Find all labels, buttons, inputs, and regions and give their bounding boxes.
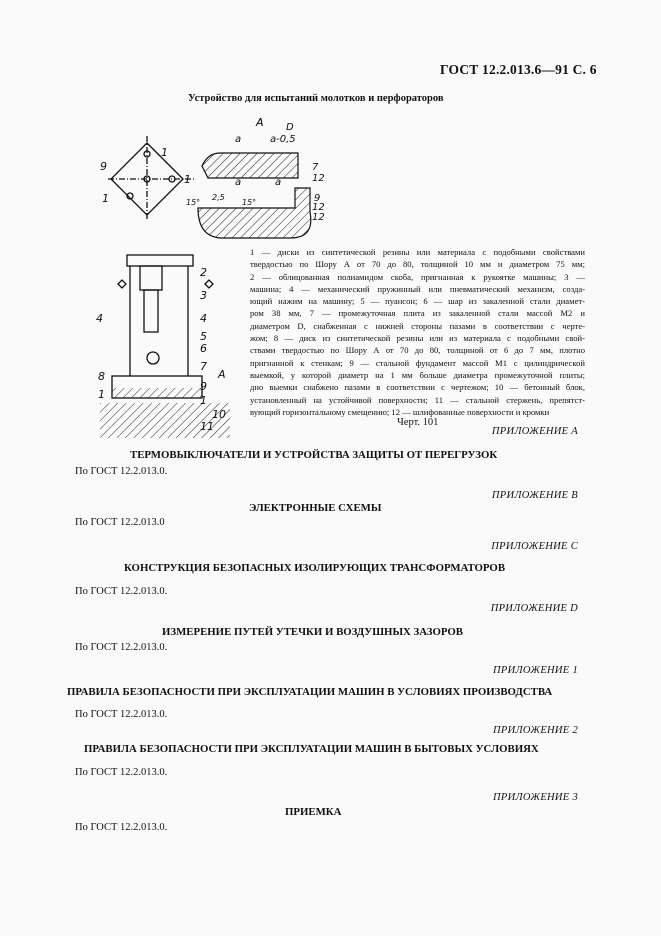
svg-text:12: 12 bbox=[312, 212, 325, 223]
front-view bbox=[112, 255, 213, 398]
appendix-b-label: ПРИЛОЖЕНИЕ В bbox=[491, 490, 578, 501]
appendix-b-ref: По ГОСТ 12.2.013.0 bbox=[75, 517, 165, 528]
svg-text:1: 1 bbox=[161, 146, 168, 159]
svg-text:9: 9 bbox=[200, 380, 207, 393]
appendix-2-ref: По ГОСТ 12.2.013.0. bbox=[75, 767, 168, 778]
appendix-3-title: ПРИЕМКА bbox=[285, 806, 342, 818]
appendix-a-ref: По ГОСТ 12.2.013.0. bbox=[75, 466, 168, 477]
appendix-c-title: КОНСТРУКЦИЯ БЕЗОПАСНЫХ ИЗОЛИРУЮЩИХ ТРАНСФОРМАТОРОВ bbox=[124, 562, 506, 574]
legend-line: вующий горизонтальному смещению; 12 — шлифованные поверхности и кромки bbox=[250, 406, 550, 417]
svg-text:2: 2 bbox=[200, 266, 207, 279]
legend-line: установленный на устойчивой поверхности; 11 — стальной стержень, препятст- bbox=[250, 394, 585, 405]
legend-line: диаметром D, снабженная с нижней стороны пазами в соответствии с черте- bbox=[250, 320, 585, 331]
appendix-2-title: ПРАВИЛА БЕЗОПАСНОСТИ ПРИ ЭКСПЛУАТАЦИИ МАШИН В БЫТОВЫХ УСЛОВИЯХ bbox=[84, 743, 539, 755]
svg-text:7: 7 bbox=[200, 360, 207, 373]
svg-text:12: 12 bbox=[312, 202, 325, 213]
svg-text:a: a bbox=[235, 134, 242, 145]
appendix-3-label: ПРИЛОЖЕНИЕ 3 bbox=[493, 792, 578, 803]
svg-text:1: 1 bbox=[200, 394, 207, 407]
page-header-doc-ref: ГОСТ 12.2.013.6—91 С. 6 bbox=[440, 62, 597, 77]
appendix-c-label: ПРИЛОЖЕНИЕ С bbox=[491, 541, 578, 552]
svg-text:12: 12 bbox=[312, 173, 325, 184]
svg-text:4: 4 bbox=[200, 312, 207, 325]
plan-view bbox=[108, 136, 194, 220]
appendix-2-label: ПРИЛОЖЕНИЕ 2 bbox=[493, 725, 578, 736]
svg-text:15°: 15° bbox=[242, 198, 257, 207]
svg-text:10: 10 bbox=[212, 408, 226, 421]
svg-text:2,5: 2,5 bbox=[212, 193, 225, 202]
svg-text:1: 1 bbox=[102, 192, 109, 205]
appendix-c-ref: По ГОСТ 12.2.013.0. bbox=[75, 586, 168, 597]
appendix-b-title: ЭЛЕКТРОННЫЕ СХЕМЫ bbox=[249, 502, 382, 514]
svg-text:1: 1 bbox=[98, 388, 105, 401]
svg-text:a: a bbox=[235, 177, 242, 188]
appendix-a-label: ПРИЛОЖЕНИЕ А bbox=[491, 426, 578, 437]
figure-title: Устройство для испытаний молотков и перфораторов bbox=[188, 93, 444, 104]
svg-text:5: 5 bbox=[200, 330, 207, 343]
svg-text:9: 9 bbox=[100, 160, 107, 173]
figure-legend bbox=[250, 246, 585, 418]
legend-line: выемкой, у которой диаметр на 1 мм больше диаметра промежуточной плиты; bbox=[250, 369, 585, 380]
svg-text:a-0,5: a-0,5 bbox=[270, 134, 296, 145]
legend-line: 1 — диски из синтетической резины или материала с подобными свойствами bbox=[250, 247, 585, 257]
appendix-1-ref: По ГОСТ 12.2.013.0. bbox=[75, 709, 168, 720]
svg-text:А: А bbox=[218, 368, 226, 381]
svg-text:А: А bbox=[256, 116, 264, 129]
svg-text:8: 8 bbox=[98, 370, 105, 383]
svg-text:6: 6 bbox=[200, 342, 207, 355]
legend-line: ющий нажим на машину; 5 — пуансон; 6 — шар из закаленной стали диамет- bbox=[250, 296, 585, 307]
appendix-3-ref: По ГОСТ 12.2.013.0. bbox=[75, 822, 168, 833]
legend-line: пригнанной к стенкам; 9 — стальной фундамент массой M1 с цилиндрической bbox=[250, 357, 585, 368]
legend-line: твердостью по Шору А от 70 до 80, толщиной 10 мм и диаметром 75 мм; bbox=[250, 259, 585, 270]
svg-text:1: 1 bbox=[184, 173, 191, 186]
appendix-a-title: ТЕРМОВЫКЛЮЧАТЕЛИ И УСТРОЙСТВА ЗАЩИТЫ ОТ ПЕРЕГРУЗОК bbox=[130, 449, 498, 461]
legend-line: машина; 4 — механический пружинный или пневматический механизм, созда- bbox=[250, 283, 585, 294]
legend-line: ствами твердостью по Шору А от 70 до 80, толщиной от 6 до 7 мм, плотно bbox=[250, 345, 585, 356]
svg-text:a: a bbox=[275, 177, 282, 188]
legend-line: ром 38 мм, 7 — промежуточная плита из закаленной стали массой M2 и bbox=[250, 308, 585, 319]
legend-line: жом; 8 — диск из синтетической резины или из материала с подобными свой- bbox=[250, 333, 585, 344]
legend-line: дно выемки снабжено пазами в соответствии с чертежом; 10 — бетонный блок, bbox=[250, 382, 585, 393]
svg-text:4: 4 bbox=[96, 312, 103, 325]
appendix-1-label: ПРИЛОЖЕНИЕ 1 bbox=[493, 665, 578, 676]
svg-text:D: D bbox=[286, 122, 294, 133]
svg-text:7: 7 bbox=[312, 162, 319, 173]
appendix-d-title: ИЗМЕРЕНИЕ ПУТЕЙ УТЕЧКИ И ВОЗДУШНЫХ ЗАЗОРОВ bbox=[162, 626, 464, 638]
svg-text:3: 3 bbox=[200, 289, 207, 302]
svg-text:11: 11 bbox=[200, 420, 214, 433]
appendix-1-title: ПРАВИЛА БЕЗОПАСНОСТИ ПРИ ЭКСПЛУАТАЦИИ МАШИН В УСЛОВИЯХ ПРОИЗВОДСТВА bbox=[67, 686, 553, 698]
appendix-d-label: ПРИЛОЖЕНИЕ D bbox=[490, 603, 578, 614]
figure-caption: Черт. 101 bbox=[397, 417, 439, 428]
svg-text:15°: 15° bbox=[186, 198, 201, 207]
svg-text:9: 9 bbox=[314, 193, 321, 204]
legend-line: 2 — облицованная полиамидом скоба, пригнанная к рукоятке машины; 3 — bbox=[250, 271, 585, 282]
appendix-d-ref: По ГОСТ 12.2.013.0. bbox=[75, 642, 168, 653]
